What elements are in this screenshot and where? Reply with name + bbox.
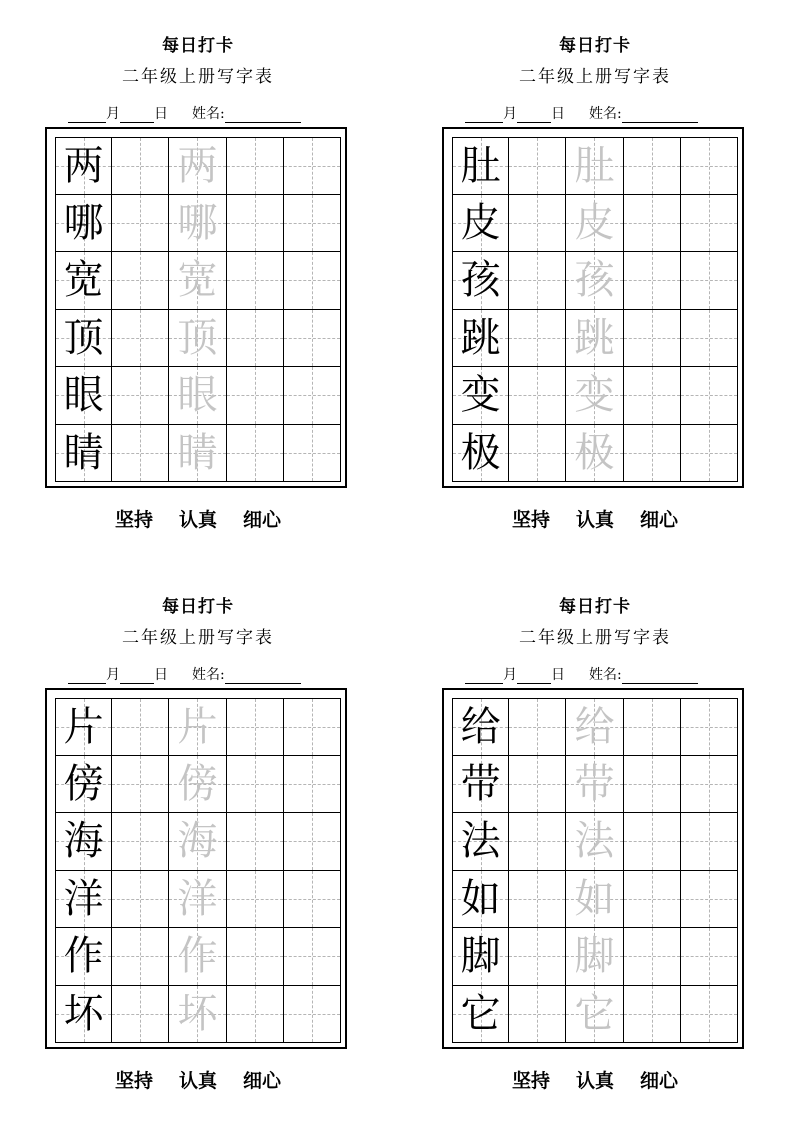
character-cell: [169, 698, 226, 756]
month-label: 月: [106, 106, 120, 122]
practice-cell[interactable]: [681, 367, 738, 425]
trace-character: 肚: [574, 142, 615, 189]
writing-grid-frame: [45, 127, 347, 488]
practice-cell[interactable]: [227, 195, 284, 253]
practice-cell[interactable]: [681, 986, 738, 1044]
model-character: 睛: [63, 429, 104, 476]
model-character: 脚: [460, 933, 501, 980]
day-blank[interactable]: [120, 108, 154, 123]
trace-character: 如: [574, 875, 615, 922]
practice-cell[interactable]: [227, 367, 284, 425]
card-subtitle: 二年级上册写字表: [122, 67, 274, 87]
practice-cell[interactable]: [681, 195, 738, 253]
practice-card: [397, 561, 793, 1122]
practice-cell[interactable]: [681, 698, 738, 756]
character-cell: [566, 871, 623, 929]
name-label: 姓名:: [589, 106, 622, 122]
practice-card: [0, 561, 396, 1122]
practice-cell[interactable]: [509, 986, 566, 1044]
character-cell: [55, 813, 112, 871]
month-label: 月: [106, 667, 120, 683]
motto-item: 坚持: [114, 1070, 153, 1092]
trace-character: 作: [177, 933, 218, 980]
name-label: 姓名:: [192, 667, 225, 683]
practice-cell[interactable]: [227, 813, 284, 871]
practice-cell[interactable]: [509, 756, 566, 814]
motto-item: 细心: [243, 1070, 282, 1092]
character-cell: [566, 195, 623, 253]
practice-cell[interactable]: [227, 698, 284, 756]
character-cell: [566, 698, 623, 756]
trace-character: 坏: [177, 990, 218, 1037]
practice-cell[interactable]: [284, 252, 341, 310]
character-cell: [169, 986, 226, 1044]
practice-cell[interactable]: [112, 252, 169, 310]
practice-cell[interactable]: [624, 756, 681, 814]
trace-character: 眼: [177, 372, 218, 419]
model-character: 坏: [63, 990, 104, 1037]
writing-grid: [55, 698, 341, 1043]
practice-cell[interactable]: [112, 195, 169, 253]
character-cell: [169, 252, 226, 310]
practice-cell[interactable]: [112, 928, 169, 986]
practice-cell[interactable]: [681, 756, 738, 814]
card-title: 每日打卡: [559, 36, 631, 56]
practice-cell[interactable]: [624, 698, 681, 756]
practice-cell[interactable]: [227, 425, 284, 483]
practice-cell[interactable]: [227, 310, 284, 368]
character-cell: [55, 137, 112, 195]
practice-cell[interactable]: [112, 310, 169, 368]
trace-character: 带: [574, 760, 615, 807]
character-cell: [566, 986, 623, 1044]
month-blank[interactable]: [465, 669, 503, 684]
model-character: 孩: [460, 257, 501, 304]
writing-grid-frame: [442, 127, 744, 488]
day-label: 日: [154, 667, 168, 683]
motto-item: 细心: [640, 1070, 679, 1092]
practice-cell[interactable]: [284, 813, 341, 871]
card-subtitle: 二年级上册写字表: [519, 67, 671, 87]
trace-character: 傍: [177, 760, 218, 807]
practice-cell[interactable]: [112, 698, 169, 756]
name-blank[interactable]: [622, 108, 698, 123]
trace-character: 孩: [574, 257, 615, 304]
model-character: 片: [63, 703, 104, 750]
trace-character: 极: [574, 429, 615, 476]
practice-cell[interactable]: [227, 137, 284, 195]
practice-cell[interactable]: [624, 367, 681, 425]
practice-cell[interactable]: [509, 310, 566, 368]
character-cell: [566, 425, 623, 483]
practice-cell[interactable]: [624, 137, 681, 195]
motto-item: 细心: [243, 509, 282, 531]
practice-cell[interactable]: [227, 928, 284, 986]
model-character: 海: [63, 818, 104, 865]
character-cell: [452, 195, 509, 253]
character-cell: [452, 986, 509, 1044]
character-cell: [55, 310, 112, 368]
model-character: 宽: [63, 257, 104, 304]
character-cell: [55, 698, 112, 756]
practice-cell[interactable]: [284, 986, 341, 1044]
model-character: 作: [63, 933, 104, 980]
month-label: 月: [503, 667, 517, 683]
practice-cell[interactable]: [284, 698, 341, 756]
card-subtitle: 二年级上册写字表: [122, 628, 274, 648]
character-cell: [55, 986, 112, 1044]
model-character: 变: [460, 372, 501, 419]
trace-character: 它: [574, 990, 615, 1037]
motto-item: 认真: [178, 1070, 217, 1092]
practice-cell[interactable]: [624, 928, 681, 986]
month-blank[interactable]: [465, 108, 503, 123]
model-character: 眼: [63, 372, 104, 419]
character-cell: [452, 425, 509, 483]
name-blank[interactable]: [622, 669, 698, 684]
trace-character: 片: [177, 703, 218, 750]
character-cell: [169, 137, 226, 195]
practice-cell[interactable]: [624, 425, 681, 483]
date-name-line: [465, 664, 755, 684]
character-cell: [55, 756, 112, 814]
practice-cell[interactable]: [284, 756, 341, 814]
practice-cell[interactable]: [112, 425, 169, 483]
model-character: 它: [460, 990, 501, 1037]
trace-character: 皮: [574, 199, 615, 246]
practice-cell[interactable]: [509, 928, 566, 986]
motto-item: 认真: [575, 1070, 614, 1092]
trace-character: 睛: [177, 429, 218, 476]
practice-cell[interactable]: [624, 252, 681, 310]
character-cell: [55, 871, 112, 929]
practice-cell[interactable]: [681, 137, 738, 195]
character-cell: [55, 367, 112, 425]
character-cell: [169, 310, 226, 368]
model-character: 给: [460, 703, 501, 750]
practice-cell[interactable]: [624, 310, 681, 368]
writing-grid: [55, 137, 341, 482]
practice-card: [397, 0, 793, 561]
practice-cell[interactable]: [509, 195, 566, 253]
character-cell: [55, 425, 112, 483]
character-cell: [566, 928, 623, 986]
character-cell: [55, 195, 112, 253]
card-subtitle: 二年级上册写字表: [519, 628, 671, 648]
practice-cell[interactable]: [112, 986, 169, 1044]
practice-cell[interactable]: [681, 310, 738, 368]
practice-cell[interactable]: [681, 425, 738, 483]
practice-cell[interactable]: [681, 871, 738, 929]
character-cell: [452, 137, 509, 195]
model-character: 法: [460, 818, 501, 865]
day-label: 日: [551, 667, 565, 683]
writing-grid-frame: [442, 688, 744, 1049]
motto-line: [0, 505, 396, 532]
practice-cell[interactable]: [681, 928, 738, 986]
practice-cell[interactable]: [284, 928, 341, 986]
motto-line: [397, 505, 793, 532]
motto-item: 认真: [178, 509, 217, 531]
character-cell: [566, 813, 623, 871]
month-blank[interactable]: [68, 108, 106, 123]
writing-grid-frame: [45, 688, 347, 1049]
character-cell: [452, 756, 509, 814]
day-blank[interactable]: [120, 669, 154, 684]
character-cell: [566, 252, 623, 310]
model-character: 哪: [63, 199, 104, 246]
trace-character: 哪: [177, 199, 218, 246]
practice-cell[interactable]: [112, 756, 169, 814]
character-cell: [452, 310, 509, 368]
character-cell: [566, 137, 623, 195]
date-name-line: [68, 664, 358, 684]
motto-item: 认真: [575, 509, 614, 531]
practice-cell[interactable]: [227, 871, 284, 929]
motto-item: 坚持: [511, 1070, 550, 1092]
motto-item: 坚持: [511, 509, 550, 531]
practice-cell[interactable]: [624, 813, 681, 871]
motto-item: 坚持: [114, 509, 153, 531]
trace-character: 宽: [177, 257, 218, 304]
practice-cell[interactable]: [624, 195, 681, 253]
practice-cell[interactable]: [284, 310, 341, 368]
date-name-line: [465, 103, 755, 123]
character-cell: [452, 367, 509, 425]
practice-cell[interactable]: [112, 367, 169, 425]
character-cell: [566, 756, 623, 814]
practice-cell[interactable]: [509, 137, 566, 195]
name-label: 姓名:: [589, 667, 622, 683]
card-title: 每日打卡: [559, 597, 631, 617]
character-cell: [55, 252, 112, 310]
character-cell: [566, 310, 623, 368]
trace-character: 法: [574, 818, 615, 865]
practice-cell[interactable]: [681, 813, 738, 871]
character-cell: [452, 813, 509, 871]
practice-cell[interactable]: [227, 986, 284, 1044]
model-character: 跳: [460, 314, 501, 361]
practice-cell[interactable]: [284, 137, 341, 195]
practice-cell[interactable]: [509, 252, 566, 310]
practice-cell[interactable]: [112, 137, 169, 195]
motto-item: 细心: [640, 509, 679, 531]
card-title: 每日打卡: [162, 36, 234, 56]
model-character: 带: [460, 760, 501, 807]
practice-cell[interactable]: [227, 756, 284, 814]
name-label: 姓名:: [192, 106, 225, 122]
character-cell: [566, 367, 623, 425]
character-cell: [169, 756, 226, 814]
character-cell: [169, 928, 226, 986]
card-title: 每日打卡: [162, 597, 234, 617]
model-character: 傍: [63, 760, 104, 807]
practice-card: [0, 0, 396, 561]
day-blank[interactable]: [517, 108, 551, 123]
character-cell: [452, 698, 509, 756]
trace-character: 顶: [177, 314, 218, 361]
trace-character: 两: [177, 142, 218, 189]
character-cell: [169, 367, 226, 425]
character-cell: [452, 871, 509, 929]
character-cell: [452, 928, 509, 986]
motto-line: [397, 1066, 793, 1093]
practice-cell[interactable]: [227, 252, 284, 310]
character-cell: [452, 252, 509, 310]
practice-cell[interactable]: [509, 871, 566, 929]
practice-cell[interactable]: [284, 871, 341, 929]
model-character: 皮: [460, 199, 501, 246]
month-blank[interactable]: [68, 669, 106, 684]
month-label: 月: [503, 106, 517, 122]
writing-grid: [452, 698, 738, 1043]
day-label: 日: [154, 106, 168, 122]
name-blank[interactable]: [225, 669, 301, 684]
model-character: 两: [63, 142, 104, 189]
writing-grid: [452, 137, 738, 482]
model-character: 肚: [460, 142, 501, 189]
practice-cell[interactable]: [624, 986, 681, 1044]
trace-character: 给: [574, 703, 615, 750]
practice-cell[interactable]: [509, 698, 566, 756]
practice-cell[interactable]: [509, 425, 566, 483]
character-cell: [169, 871, 226, 929]
practice-cell[interactable]: [681, 252, 738, 310]
model-character: 极: [460, 429, 501, 476]
practice-cell[interactable]: [284, 195, 341, 253]
trace-character: 洋: [177, 875, 218, 922]
practice-cell[interactable]: [112, 813, 169, 871]
date-name-line: [68, 103, 358, 123]
name-blank[interactable]: [225, 108, 301, 123]
practice-cell[interactable]: [509, 367, 566, 425]
motto-line: [0, 1066, 396, 1093]
model-character: 顶: [63, 314, 104, 361]
practice-cell[interactable]: [509, 813, 566, 871]
model-character: 洋: [63, 875, 104, 922]
trace-character: 跳: [574, 314, 615, 361]
day-label: 日: [551, 106, 565, 122]
practice-cell[interactable]: [112, 871, 169, 929]
character-cell: [169, 195, 226, 253]
practice-cell[interactable]: [284, 425, 341, 483]
character-cell: [169, 813, 226, 871]
practice-cell[interactable]: [624, 871, 681, 929]
character-cell: [169, 425, 226, 483]
trace-character: 海: [177, 818, 218, 865]
trace-character: 变: [574, 372, 615, 419]
practice-cell[interactable]: [284, 367, 341, 425]
character-cell: [55, 928, 112, 986]
day-blank[interactable]: [517, 669, 551, 684]
model-character: 如: [460, 875, 501, 922]
trace-character: 脚: [574, 933, 615, 980]
